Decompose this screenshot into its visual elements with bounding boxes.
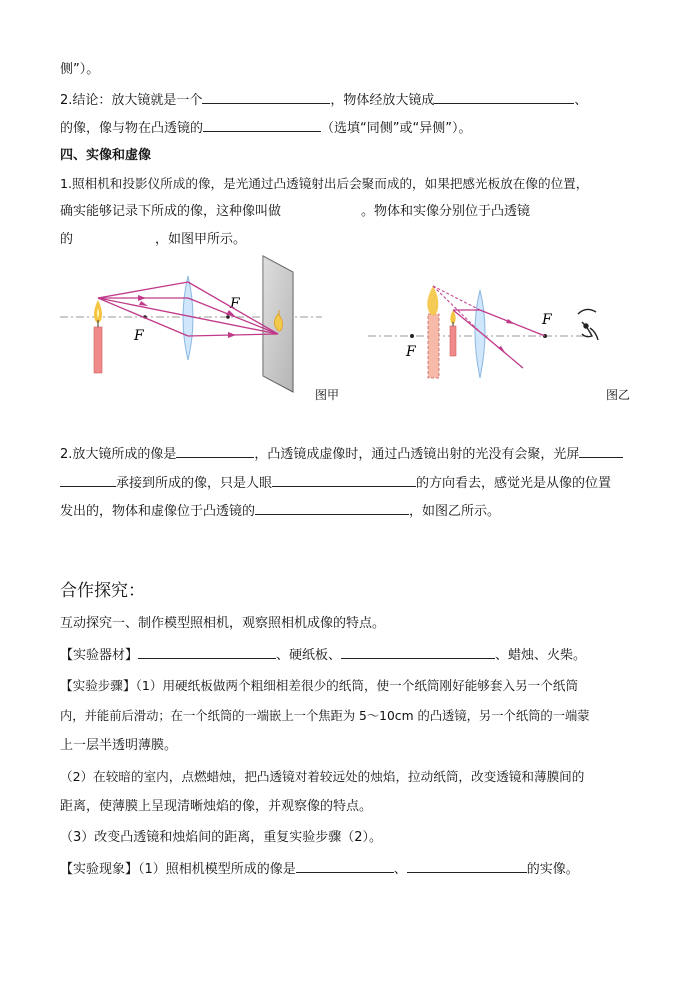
focal-point <box>410 334 414 338</box>
answer-blank[interactable] <box>296 859 394 873</box>
text-line: （3）改变凸透镜和烛焰间的距离，重复实验步骤（2）。 <box>60 830 383 845</box>
text-line: 互动探究一、制作模型照相机，观察照相机成像的特点。 <box>60 616 386 631</box>
text-line: 内，并能前后滑动；在一个纸筒的一端嵌上一个焦距为 5～10cm 的凸透镜，另一个纸筒的一端蒙 <box>60 709 590 723</box>
text-line: 【实验步骤】（1）用硬纸板做两个粗细相差很少的纸筒，使一个纸筒刚好能够套入另一个纸筒 <box>60 678 579 693</box>
figure-caption: 图乙 <box>606 388 631 402</box>
answer-blank[interactable] <box>272 473 416 487</box>
virtual-image-flame <box>427 286 438 316</box>
answer-blank[interactable] <box>203 118 321 132</box>
text-line: 距离，使薄膜上呈现清晰烛焰的像，并观察像的特点。 <box>60 799 373 814</box>
convex-lens <box>475 290 485 378</box>
focal-label: F <box>406 344 416 360</box>
answer-blank[interactable] <box>138 645 276 659</box>
text-line: 【实验器材】 、硬纸板、 、蜡烛、火柴。 <box>60 645 586 665</box>
section-heading: 四、实像和虚像 <box>60 148 152 163</box>
text-line: 的像，像与物在凸透镜的 （选填“同侧”或“异侧”）。 <box>60 118 471 138</box>
focal-label: F <box>134 328 144 344</box>
candle <box>94 327 102 373</box>
answer-blank[interactable] <box>434 90 574 104</box>
figure-caption: 图甲 <box>315 388 340 402</box>
text-line: 的 ，如图甲所示。 <box>60 232 247 247</box>
text-line: 1.照相机和投影仪所成的像，是光通过凸透镜射出后会聚而成的，如果把感光板放在像的位置， <box>60 176 589 191</box>
text-line: 2.结论：放大镜就是一个 ，物体经放大镜成 、 <box>60 90 587 110</box>
text-line: 发出的，物体和虚像位于凸透镜的 ，如图乙所示。 <box>60 501 500 521</box>
answer-blank[interactable] <box>60 473 116 487</box>
answer-blank[interactable] <box>176 444 254 458</box>
virtual-rays <box>433 286 480 332</box>
text-line: （2）在较暗的室内，点燃蜡烛，把凸透镜对着较远处的烛焰，拉动纸筒，改变透镜和薄膜间的 <box>60 769 585 784</box>
figure-jia <box>60 250 330 395</box>
text-line: 【实验现象】（1）照相机模型所成的像是 、 的实像。 <box>60 859 579 879</box>
text-line: 2.放大镜所成的像是 ，凸透镜成虚像时，通过凸透镜出射的光没有会聚，光屏 <box>60 444 623 464</box>
answer-blank[interactable] <box>407 859 527 873</box>
virtual-image-candle <box>428 314 439 378</box>
answer-blank[interactable] <box>341 645 495 659</box>
candle <box>450 326 456 356</box>
focal-label: F <box>542 312 552 328</box>
text-line: 承接到所成的像，只是人眼 的方向看去，感觉光是从像的位置 <box>60 473 611 493</box>
text-line: 侧”）。 <box>60 62 100 77</box>
answer-blank[interactable] <box>579 444 623 458</box>
focal-point <box>226 315 230 319</box>
eye-icon <box>578 309 598 340</box>
text-line: 确实能够记录下所成的像，这种像叫做 。物体和实像分别位于凸透镜 <box>60 204 531 219</box>
convex-lens <box>183 276 193 360</box>
answer-blank[interactable] <box>202 90 330 104</box>
section-heading: 合作探究： <box>60 581 145 601</box>
answer-blank[interactable] <box>255 501 409 515</box>
text-line: 上一层半透明薄膜。 <box>60 738 178 753</box>
figure-yi <box>368 270 618 385</box>
focal-label: F <box>230 296 240 312</box>
